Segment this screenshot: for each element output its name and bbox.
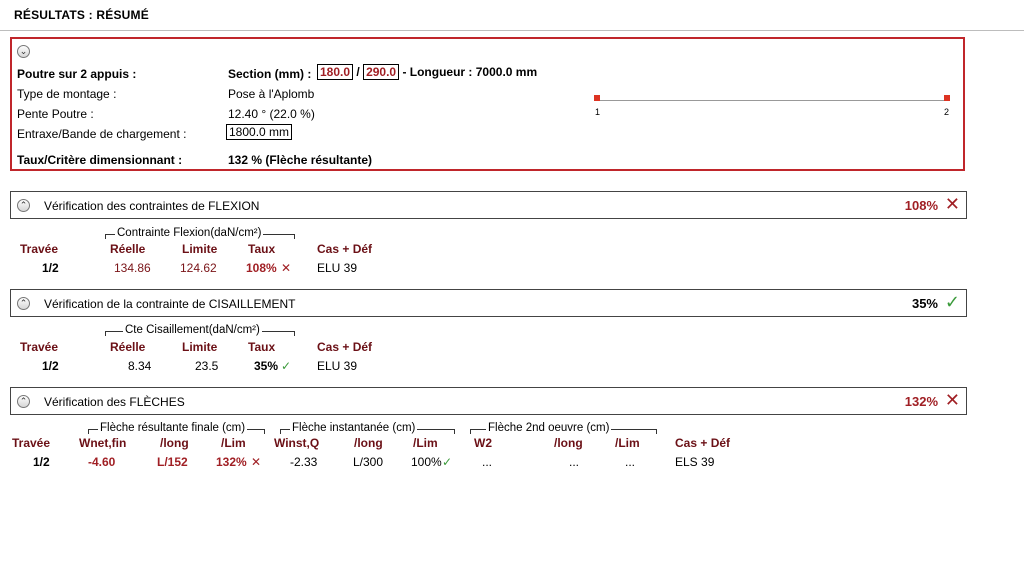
- beam-slope-value: 12.40 ° (22.0 %): [228, 107, 315, 121]
- pass-check-icon: ✓: [281, 359, 292, 373]
- beam-type-label: Poutre sur 2 appuis :: [17, 67, 137, 81]
- flexion-travee: 1/2: [42, 261, 59, 275]
- col-reelle: Réelle: [110, 340, 146, 354]
- beam-diagram-line: [600, 100, 950, 101]
- deflection-section-header[interactable]: [10, 387, 967, 415]
- fail-cross-icon: ✕: [281, 261, 292, 275]
- flexion-title: Vérification des contraintes de FLEXION: [44, 199, 260, 213]
- shear-reelle: 8.34: [128, 359, 152, 373]
- col-cas-def: Cas + Déf: [317, 340, 373, 354]
- deflection-percentage: 132%: [904, 394, 938, 409]
- flexion-percentage: 108%: [904, 198, 938, 213]
- deflection-cas: ELS 39: [675, 455, 715, 469]
- col-cas-def: Cas + Déf: [675, 436, 731, 450]
- flexion-reelle: 134.86: [114, 261, 151, 275]
- shear-cas: ELU 39: [317, 359, 358, 373]
- support-2-label: 2: [944, 107, 950, 117]
- shear-section-header[interactable]: [10, 289, 967, 317]
- shear-group-label: Cte Cisaillement(daN/cm²): [125, 324, 260, 336]
- expand-flexion-icon[interactable]: ⌃: [17, 199, 30, 212]
- long-1-value: L/152: [157, 455, 188, 469]
- col-taux: Taux: [248, 242, 276, 256]
- section-width-field[interactable]: 180.0: [317, 64, 353, 80]
- fail-cross-icon: ✕: [944, 390, 960, 410]
- col-w2: W2: [474, 436, 492, 450]
- wnet-fin-value: -4.60: [88, 455, 116, 469]
- section-label: Section (mm) :: [228, 67, 312, 81]
- beam-slope-label: Pente Poutre :: [17, 107, 94, 121]
- ratio-label: Taux/Critère dimensionnant :: [17, 153, 183, 167]
- mounting-type-value: Pose à l'Aplomb: [228, 87, 315, 101]
- col-wnet-fin: Wnet,fin: [79, 436, 127, 450]
- results-header: [0, 0, 1024, 31]
- shear-travee: 1/2: [42, 359, 59, 373]
- instant-deflection-group-label: Flèche instantanée (cm): [292, 422, 416, 434]
- section-separator: /: [356, 65, 360, 79]
- expand-deflection-icon[interactable]: ⌃: [17, 395, 30, 408]
- spacing-field[interactable]: 1800.0 mm: [226, 124, 292, 140]
- col-lim-1: /Lim: [221, 436, 246, 450]
- col-long-3: /long: [554, 436, 583, 450]
- fail-cross-icon: ✕: [251, 455, 262, 469]
- flexion-section-header[interactable]: [10, 191, 967, 219]
- shear-taux: 35%: [254, 359, 279, 373]
- section-height-field[interactable]: 290.0: [363, 64, 399, 80]
- pass-check-icon: ✓: [944, 292, 960, 312]
- ratio-value: 132 % (Flèche résultante): [228, 153, 373, 167]
- mounting-type-label: Type de montage :: [17, 87, 117, 101]
- final-deflection-group-label: Flèche résultante finale (cm): [100, 422, 246, 434]
- beam-summary-panel: [10, 37, 965, 171]
- flexion-limite: 124.62: [180, 261, 217, 275]
- col-travee: Travée: [20, 242, 59, 256]
- section-dimensions: [317, 64, 537, 80]
- col-limite: Limite: [182, 242, 218, 256]
- col-long-2: /long: [354, 436, 383, 450]
- lim-3-value: ...: [625, 455, 636, 469]
- shear-percentage: 35%: [911, 296, 938, 311]
- col-lim-3: /Lim: [615, 436, 640, 450]
- spacing-label: Entraxe/Bande de chargement :: [17, 127, 187, 141]
- shear-title: Vérification de la contrainte de CISAILLEMENT: [44, 297, 296, 311]
- second-work-group-label: Flèche 2nd oeuvre (cm): [488, 422, 610, 434]
- support-1-marker: [594, 95, 600, 101]
- long-2-value: L/300: [353, 455, 384, 469]
- col-travee: Travée: [20, 340, 59, 354]
- col-travee: Travée: [12, 436, 51, 450]
- fail-cross-icon: ✕: [944, 194, 960, 214]
- col-cas-def: Cas + Déf: [317, 242, 373, 256]
- flexion-cas: ELU 39: [317, 261, 358, 275]
- shear-limite: 23.5: [195, 359, 219, 373]
- page-title: RÉSULTATS : RÉSUMÉ: [14, 8, 149, 22]
- collapse-summary-icon[interactable]: ⌄: [17, 45, 30, 58]
- support-2-marker: [944, 95, 950, 101]
- col-winst-q: Winst,Q: [274, 436, 320, 450]
- col-long-1: /long: [160, 436, 189, 450]
- deflection-title: Vérification des FLÈCHES: [44, 395, 185, 409]
- flexion-group-label: Contrainte Flexion(daN/cm²): [117, 227, 262, 239]
- flexion-taux: 108%: [246, 261, 277, 275]
- col-taux: Taux: [248, 340, 276, 354]
- lim-1-value: 132%: [216, 455, 247, 469]
- w2-value: ...: [482, 455, 493, 469]
- lim-2-value: 100%: [411, 455, 442, 469]
- col-lim-2: /Lim: [413, 436, 438, 450]
- beam-length: - Longueur : 7000.0 mm: [402, 65, 538, 79]
- col-limite: Limite: [182, 340, 218, 354]
- winst-q-value: -2.33: [290, 455, 318, 469]
- expand-shear-icon[interactable]: ⌃: [17, 297, 30, 310]
- support-1-label: 1: [595, 107, 601, 117]
- deflection-travee: 1/2: [33, 455, 50, 469]
- col-reelle: Réelle: [110, 242, 146, 256]
- long-3-value: ...: [569, 455, 580, 469]
- pass-check-icon: ✓: [442, 455, 453, 469]
